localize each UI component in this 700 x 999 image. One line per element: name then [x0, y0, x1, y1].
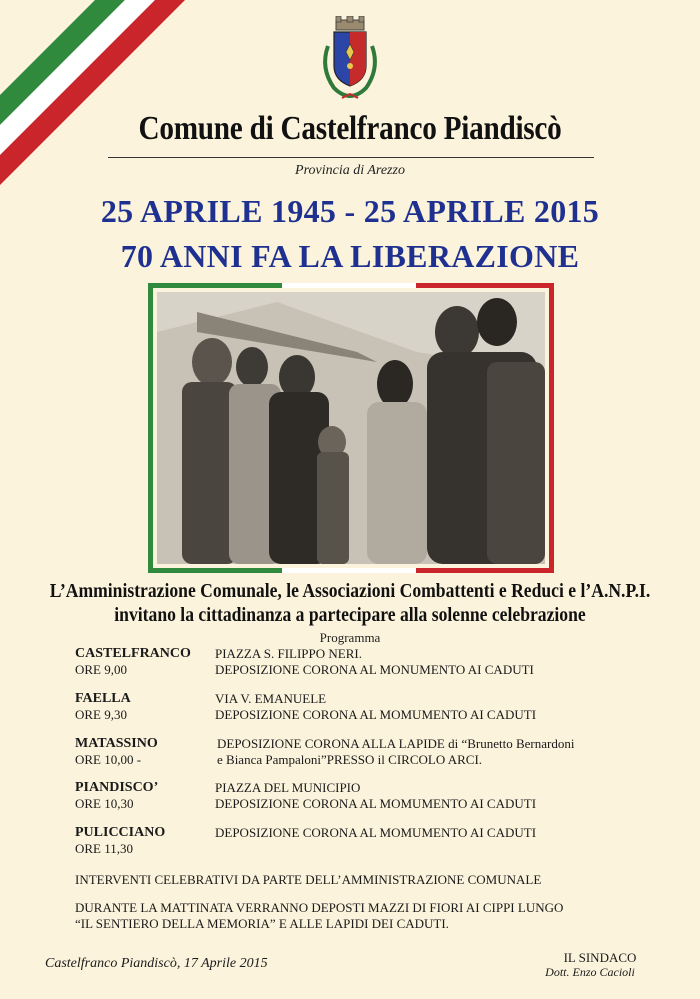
event-place: MATASSINO: [75, 736, 158, 751]
headline-anniversary: 70 ANNI FA LA LIBERAZIONE: [120, 238, 580, 274]
event-place: FAELLA: [75, 691, 131, 706]
liberation-crowd-photo-icon: [157, 292, 545, 564]
mattinata-text-1: DURANTE LA MATTINATA VERRANNO DEPOSTI MAZZI DI FIORI AI CIPPI LUNGO: [75, 900, 564, 915]
title-divider: [108, 157, 594, 158]
italian-flag-corner: [0, 0, 190, 190]
event-location: VIA V. EMANUELE: [215, 691, 327, 706]
event-description: DEPOSIZIONE CORONA AL MOMUMENTO AI CADUTI: [215, 796, 537, 811]
footer-date: Castelfranco Piandiscò, 17 Aprile 2015: [45, 956, 268, 971]
tricolor-ribbon-icon: [0, 0, 190, 190]
invite-line-1: L’Amministrazione Comunale, le Associazioni Combattenti e Reduci e l’A.N.P.I.: [49, 580, 651, 602]
comune-title: Comune di Castelfranco Piandiscò: [138, 110, 562, 147]
mattinata-text-2: “IL SENTIERO DELLA MEMORIA” E ALLE LAPIDI DEI CADUTI.: [75, 916, 449, 931]
programma-label: Programma: [319, 630, 381, 645]
photo-border: [153, 288, 549, 568]
event-location: DEPOSIZIONE CORONA ALLA LAPIDE di “Brunetto Bernardoni: [217, 736, 575, 751]
event-description: DEPOSIZIONE CORONA AL MONUMENTO AI CADUTI: [215, 662, 534, 677]
event-place: PIANDISCO’: [75, 780, 159, 795]
coat-of-arms-icon: [312, 16, 388, 108]
event-time: ORE 9,30: [75, 707, 127, 722]
event-place: PULICCIANO: [75, 825, 166, 840]
event-time: ORE 11,30: [75, 841, 134, 856]
liberation-photo: [157, 292, 545, 564]
sindaco-name: Dott. Enzo Cacioli: [545, 965, 635, 979]
interventi-text: INTERVENTI CELEBRATIVI DA PARTE DELL’AMMINISTRAZIONE COMUNALE: [75, 872, 542, 887]
photo-frame: [148, 283, 554, 573]
event-time: ORE 10,30: [75, 796, 134, 811]
event-description: e Bianca Pampaloni”PRESSO il CIRCOLO ARCI.: [217, 752, 483, 767]
event-time: ORE 9,00: [75, 662, 127, 677]
event-place: CASTELFRANCO: [75, 646, 191, 661]
headline-dates: 25 APRILE 1945 - 25 APRILE 2015: [100, 193, 600, 229]
event-description: DEPOSIZIONE CORONA AL MOMUMENTO AI CADUTI: [215, 707, 537, 722]
provincia-subtitle: Provincia di Arezzo: [295, 163, 405, 178]
event-location: PIAZZA S. FILIPPO NERI.: [215, 646, 362, 661]
event-description: DEPOSIZIONE CORONA AL MOMUMENTO AI CADUTI: [215, 825, 537, 840]
sindaco-title: IL SINDACO: [563, 950, 637, 965]
invite-line-2: invitano la cittadinanza a partecipare alla solenne celebrazione: [114, 604, 586, 626]
event-time: ORE 10,00 -: [75, 752, 142, 767]
event-location: PIAZZA DEL MUNICIPIO: [215, 780, 361, 795]
